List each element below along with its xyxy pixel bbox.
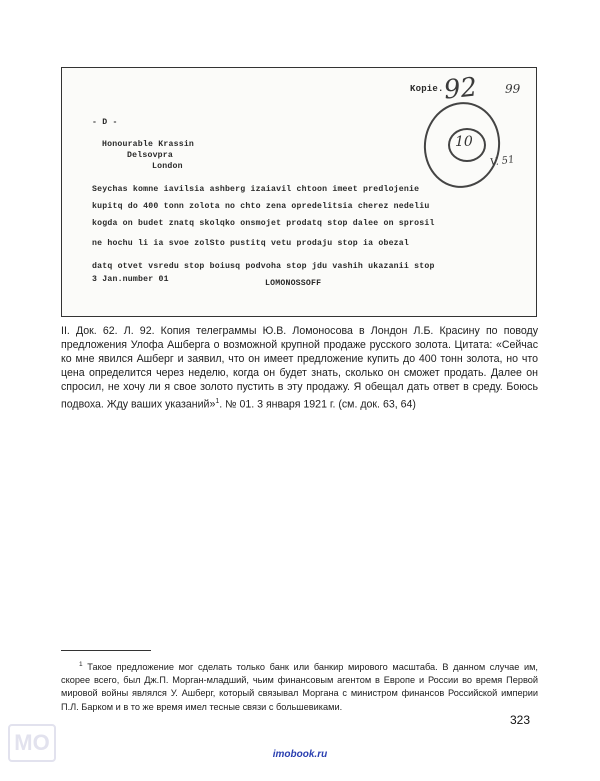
telegram-body-line: kogda on budet znatq skolqko onsmojet prodatq stop dalee on sprosil xyxy=(92,219,435,228)
telegram-image xyxy=(61,67,537,317)
telegram-body-line: datq otvet vsredu stop boiusq podvoha stop jdu vashih ukazanii stop xyxy=(92,262,435,271)
handwritten-number: 92 xyxy=(442,72,479,106)
caption-tail: . № 01. 3 января 1921 г. (см. док. 63, 64) xyxy=(219,398,416,411)
site-link[interactable]: imobook.ru xyxy=(272,749,328,760)
caption-text: II. Док. 62. Л. 92. Копия телеграммы Ю.В. Ломоносова в Лондон Л.Б. Красину по поводу предложения Улофа Ашберга о возможной крупной продаже русского золота. Цитата: «Сейчас ко мне явился Ашберг и заявил, что он имеет предложение купить до 400 тонн золота, но что цена определится через неделю, когда он будет знать, сколько он сможет продать. Далее он спросил, не хочу ли я свое золото пустить в эту продажу. Я обещал дать ответ в среду. Боюсь подвоха. Жду ваших указаний» xyxy=(61,325,538,411)
telegram-date-line: 3 Jan.number 01 xyxy=(92,275,169,284)
stamp-number: 10 xyxy=(455,134,473,150)
publisher-logo-icon: МО xyxy=(8,724,56,762)
figure-caption xyxy=(61,325,538,412)
footnote-marker: 1 xyxy=(79,661,83,668)
page-number: 323 xyxy=(510,713,531,727)
kopie-label: Kopie. xyxy=(410,84,444,94)
handwritten-note: V. 51 xyxy=(489,154,516,169)
telegram-marker: - D - xyxy=(92,118,118,127)
handwritten-side-number: 99 xyxy=(505,82,521,96)
footnote xyxy=(61,658,538,714)
telegram-signature: LOMONOSSOFF xyxy=(265,279,322,288)
footnote-text: Такое предложение мог сделать только банк или банкир мирового масштаба. В данном случае им, скорее всего, был Дж.П. Морган-младший, чьим финансовым агентом в Европе и России во время Первой мировой войны являлся У. Ашберг, который связывал Моргана с министром финансов Российской империи П.Л. Барком и в то же время имел тесные связи с большевиками. xyxy=(61,662,538,712)
telegram-body-line: Seychas komne iavilsia ashberg izaiavil chtoon imeet predlojenie xyxy=(92,185,420,194)
footnote-divider xyxy=(61,650,151,651)
addressee-line: London xyxy=(152,162,183,171)
telegram-body-line: kupitq do 400 tonn zolota no chto zena opredelitsia cherez nedeliu xyxy=(92,202,430,211)
telegram-body-line: ne hochu li ia svoe zolSto pustitq vetu prodaju stop ia obezal xyxy=(92,239,410,248)
addressee-line: Honourable Krassin xyxy=(102,140,195,149)
footnote-reference[interactable]: 1 xyxy=(215,397,220,405)
addressee-line: Delsovpra xyxy=(127,151,174,160)
